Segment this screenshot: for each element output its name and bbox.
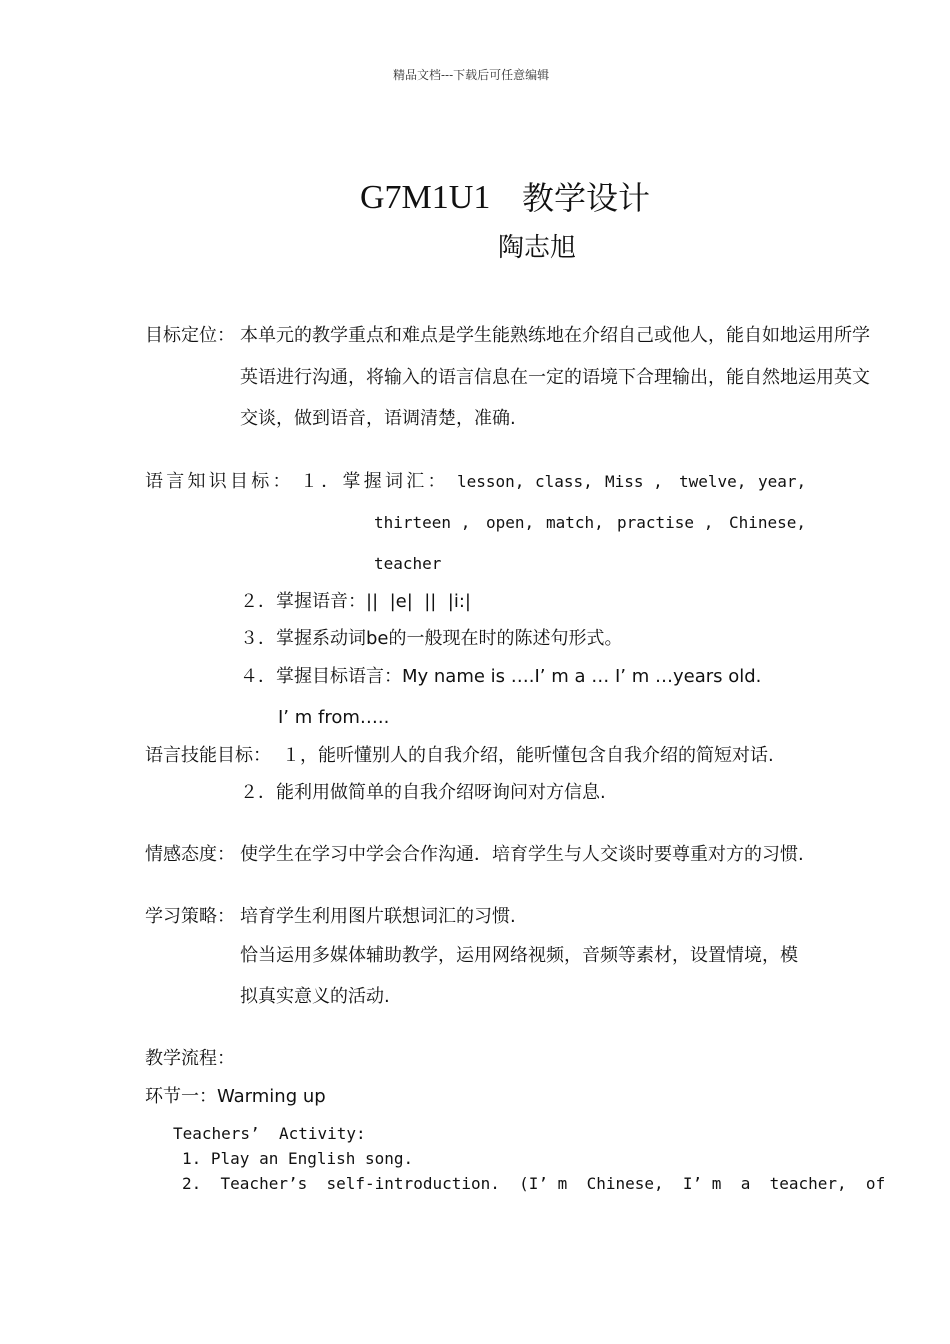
skills-item2: ２．能利用做简单的自我介绍呀询问对方信息. [240,782,606,803]
vocab-word: Chinese, [729,513,807,532]
strategy-line-2: 恰当运用多媒体辅助教学，运用网络视频，音频等素材，设置情境，模 [240,945,798,966]
vocab-word: twelve, [679,472,747,491]
knowledge-label: 语言知识目标： [145,471,294,492]
vocab-word: match, [546,513,604,532]
vocab-word: open, [486,513,535,532]
activity-title: Teachers’ Activity: [173,1124,366,1143]
activity-item: 1. Play an English song. [182,1149,414,1168]
knowledge-item4: ４．掌握目标语言：My name is ….I’ m a … I’ m …years old. [240,666,762,687]
attitude-text: 使学生在学习中学会合作沟通．培育学生与人交谈时要尊重对方的习惯. [240,844,804,865]
vocab-word: lesson, [457,472,525,491]
vocab-word: teacher [374,554,442,573]
doc-title-text: 教学设计 [522,179,651,217]
goal-line-1: 本单元的教学重点和难点是学生能熟练地在介绍自己或他人，能自如地运用所学 [240,325,870,346]
activity-item: 2. Teacher’s self-introduction. (I’ m Chinese, I’ m a teacher, of [182,1174,886,1193]
skills-label: 语言技能目标： [145,745,271,766]
flow-label: 教学流程： [145,1048,235,1069]
strategy-line-3: 拟真实意义的活动. [240,986,390,1007]
strategy-line-1: 培育学生利用图片联想词汇的习惯. [240,906,516,927]
flow-step1: 环节一：Warming up [145,1086,326,1107]
goal-label: 目标定位： [145,325,235,346]
vocab-word: practise , [617,513,714,532]
vocab-word: thirteen , [374,513,471,532]
knowledge-item2: ２．掌握语音：|| |e| || |i:| [240,591,471,612]
knowledge-item3: ３．掌握系动词be的一般现在时的陈述句形式。 [240,628,623,649]
vocab-word: class, [535,472,593,491]
goal-line-3: 交谈，做到语音，语调清楚，准确. [240,408,516,429]
strategy-label: 学习策略： [145,906,235,927]
attitude-label: 情感态度： [145,844,235,865]
knowledge-item1-prefix: １．掌握词汇： [300,471,449,492]
page-header: 精品文档---下载后可任意编辑 [393,68,550,82]
vocab-word: Miss , [605,472,663,491]
doc-title-code: G7M1U1 [360,179,491,216]
vocab-word: year, [758,472,807,491]
goal-line-2: 英语进行沟通，将输入的语言信息在一定的语境下合理输出，能自然地运用英文 [240,367,870,388]
doc-author: 陶志旭 [498,233,577,263]
skills-item1: １，能听懂别人的自我介绍，能听懂包含自我介绍的简短对话. [282,745,774,766]
knowledge-item4-cont: I’ m from….. [278,707,390,728]
